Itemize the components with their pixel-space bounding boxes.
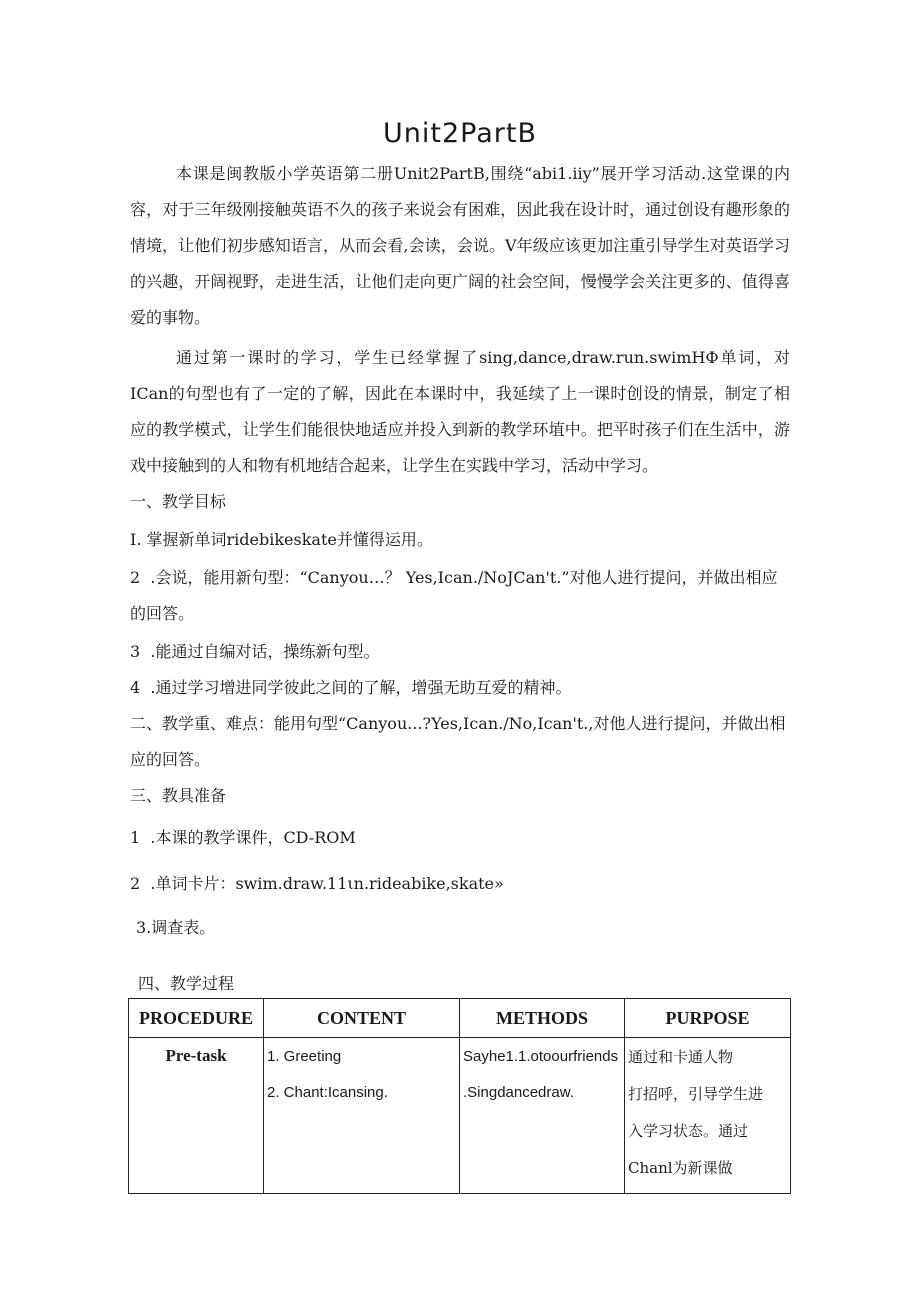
- stage-cell: Pre-task: [129, 1038, 264, 1194]
- objective-item-1: I. 掌握新单词ridebikeskate并懂得运用。: [130, 530, 433, 549]
- material-item-1: 1 .本课的教学课件，CD-ROM: [130, 828, 356, 847]
- purpose-line: Chanl为新课做: [628, 1159, 733, 1177]
- content-line: 2. Chant:Icansing.: [267, 1084, 388, 1101]
- table-row: [129, 1038, 791, 1194]
- purpose-line: 打招呼，引导学生进: [628, 1085, 764, 1103]
- page-title: Unit2PartB: [383, 118, 537, 149]
- methods-line: Sayhe1.1.otoourfriends: [463, 1048, 619, 1065]
- content-cell: [264, 1038, 460, 1194]
- header-content: CONTENT: [264, 999, 460, 1038]
- procedure-table: [128, 998, 791, 1194]
- purpose-line: 通过和卡通人物: [628, 1048, 734, 1066]
- section-heading-process: 四、教学过程: [138, 974, 235, 993]
- section-heading-materials: 三、教具准备: [130, 786, 227, 805]
- header-methods: METHODS: [460, 999, 625, 1038]
- material-item-2: 2 .单词卡片：swim.draw.11ιn.rideabike,skate»: [130, 874, 504, 893]
- table-header-row: [129, 999, 791, 1038]
- header-purpose: PURPOSE: [625, 999, 791, 1038]
- objective-item-3: 3 .能通过自编对话，操练新句型。: [130, 642, 380, 661]
- objective-item-4: 4 .通过学习增进同学彼此之间的了解，增强无助互爱的精神。: [130, 678, 572, 697]
- material-item-3: 3.调查表。: [136, 918, 216, 937]
- section-key-points: 二、教学重、难点：能用句型“Canyou...?Yes,Ican./No,Ican't.,对他人进行提问，并做出相应的回答。: [130, 714, 786, 769]
- intro-paragraph-2: 通过第一课时的学习，学生已经掌握了sing,dance,draw.run.swimHФ单词，对ICan的句型也有了一定的了解，因此在本课时中，我延续了上一课时创设的情景，制定了相应的教学模式，让学生们能很快地适应并投入到新的教学环埴中。把平时孩子们在生活中，游戏中接触到的人和物有机地结合起来，让学生在实践中学习，活动中学习。: [130, 348, 790, 475]
- methods-cell: [460, 1038, 625, 1194]
- methods-line: .Singdancedraw.: [463, 1084, 574, 1101]
- purpose-line: 入学习状态。通过: [628, 1122, 749, 1140]
- intro-paragraph-1: 本课是闽教版小学英语第二册Unit2PartB,围绕“abi1.iiy”展开学习活动.这堂课的内容，对于三年级刚接触英语不久的孩子来说会有困难，因此我在设计时，通过创设有趣形象的情境，让他们初步感知语言，从而会看,会读，会说。V年级应该更加注重引导学生对英语学习的兴趣，开阔视野，走进生活，让他们走向更广阔的社会空间，慢慢学会关注更多的、值得喜爱的事物。: [130, 164, 790, 327]
- objective-item-2: 2 .会说，能用新句型：“Canyou…？ Yes,Ican./NoJCan't.”对他人进行提问，并做出相应的回答。: [130, 568, 778, 623]
- section-heading-objectives: 一、教学目标: [130, 492, 227, 511]
- header-procedure: PROCEDURE: [129, 999, 264, 1038]
- purpose-cell: [625, 1038, 791, 1194]
- content-line: 1. Greeting: [267, 1048, 342, 1065]
